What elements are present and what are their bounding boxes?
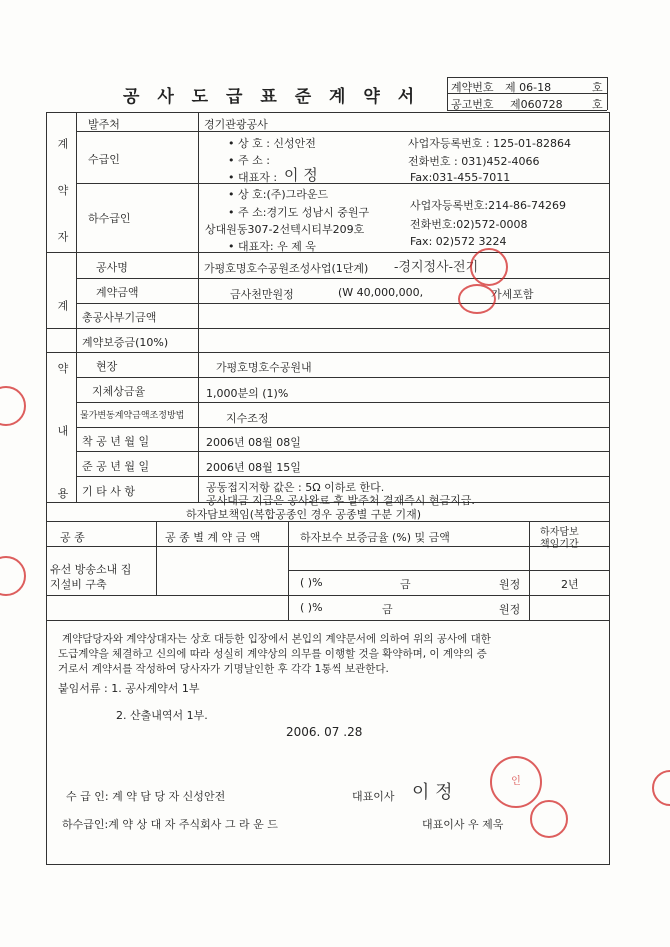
seal-stamp-icon (0, 556, 26, 596)
amount-vat: 가세포함 (491, 288, 534, 301)
notice-no-suffix: 호 (592, 98, 603, 111)
attachments-label: 붙임서류 : 1. 공사계약서 1부 (58, 682, 200, 695)
warranty-col-type: 공 종 (60, 531, 85, 544)
warranty-col-period-2: 책임기간 (540, 539, 579, 550)
start-date-value: 2006년 08월 08일 (206, 436, 301, 449)
site-label: 현장 (96, 360, 118, 373)
notice-no-value: 제060728 (510, 98, 563, 111)
seal-stamp-icon (530, 800, 568, 838)
subcontractor-signature-line: 하수급인:계 약 상 대 자 주식회사 그 라 운 드 (62, 818, 278, 831)
contractor-signature-rep: 대표이사 (352, 790, 395, 803)
subcontractor-biz-no: 사업자등록번호:214-86-74269 (410, 199, 567, 212)
adjust-label: 물가변동계약금액조정방법 (80, 411, 185, 421)
project-name-handwritten-note: -경지정사-전기 (394, 260, 479, 275)
subcontractor-address2: 상대원동307-2선텍시티부209호 (205, 223, 365, 236)
body-line-3: 거로서 계약서를 작성하여 당사자가 기명날인한 후 각각 1통씩 보관한다. (58, 663, 389, 675)
subcontractor-address1: • 주 소:경기도 성남시 중원구 (228, 206, 370, 219)
document-title: 공 사 도 급 표 준 계 약 서 (123, 87, 421, 107)
contract-no-value: 제 06-18 (505, 81, 552, 94)
delay-label: 지체상금율 (92, 385, 146, 398)
subcontractor-label: 하수급인 (88, 212, 131, 225)
warranty-row1-won: 원정 (499, 578, 521, 591)
parties-side-label: 계 약 자 (56, 138, 69, 258)
subcontractor-rep: • 대표자: 우 제 욱 (228, 240, 316, 253)
contractor-biz-no: 사업자등록번호 : 125-01-82864 (408, 137, 572, 150)
contractor-rep: • 대표자 : (228, 171, 278, 184)
warranty-row1-pct: ( )% (300, 576, 323, 589)
subcontractor-signature-rep: 대표이사 우 제욱 (422, 818, 504, 831)
warranty-row2-amount-label: 금 (382, 603, 393, 616)
adjust-value: 지수조정 (226, 412, 269, 425)
seal-stamp-icon (458, 284, 496, 314)
contractor-fax: Fax:031-455-7011 (410, 171, 511, 184)
project-name-label: 공사명 (96, 261, 128, 274)
warranty-heading: 하자담보책임(복합공종인 경우 공종별 구분 기재) (186, 508, 422, 521)
orderer-label: 발주처 (88, 118, 120, 131)
contractor-signature-handwritten: 이 정 (412, 782, 453, 803)
amount-label: 계약금액 (96, 286, 139, 299)
total-amount-label: 총공사부기금액 (82, 311, 157, 324)
warranty-type-1: 유선 방송소내 집 (50, 563, 132, 576)
seal-stamp-icon (470, 248, 508, 286)
start-date-label: 착 공 년 월 일 (82, 435, 150, 448)
body-line-2: 도급계약을 체결하고 신의에 따라 성실히 계약상의 의무를 이행할 것을 확약하며, 이 계약의 증 (58, 648, 487, 660)
seal-stamp-text: 인 (511, 776, 521, 787)
notice-no-label: 공고번호 (451, 98, 494, 111)
contract-no-label: 계약번호 (451, 81, 494, 94)
delay-value: 1,000분의 (1)% (206, 387, 289, 400)
amount-figure: (W 40,000,000, (338, 286, 424, 299)
subcontractor-phone: 전화번호:02)572-0008 (410, 218, 528, 231)
contract-no-suffix: 호 (592, 81, 603, 94)
etc-line-2: 공사대금 지급은 공사완료 후 발주처 결재즉시 현금지급. (206, 494, 475, 507)
end-date-label: 준 공 년 월 일 (82, 460, 150, 473)
contract-date: 2006. 07 .28 (286, 725, 363, 739)
warranty-type-2: 지설비 구축 (50, 578, 107, 591)
contractor-signature-line: 수 급 인: 계 약 담 당 자 신성안전 (66, 790, 226, 803)
contractor-rep-signature: 이 정 (284, 166, 318, 184)
seal-stamp-icon (652, 770, 670, 806)
attachments-item-2: 2. 산출내역서 1부. (116, 709, 208, 722)
site-value: 가평호명호수공원내 (216, 361, 312, 374)
content-side-label: 계 약 내 용 (56, 300, 69, 523)
warranty-row2-won: 원정 (499, 603, 521, 616)
warranty-col-amount: 공 종 별 계 약 금 액 (165, 531, 261, 544)
warranty-row1-amount-label: 금 (400, 578, 411, 591)
etc-label: 기 타 사 항 (82, 485, 135, 498)
guarantee-label: 계약보증금(10%) (82, 336, 169, 349)
contractor-label: 수급인 (88, 153, 120, 166)
seal-stamp-icon (0, 386, 26, 426)
warranty-col-period-1: 하자담보 (540, 527, 579, 538)
seal-stamp-icon (490, 756, 542, 808)
contractor-address: • 주 소 : (228, 154, 270, 167)
subcontractor-fax: Fax: 02)572 3224 (410, 235, 507, 248)
warranty-row2-pct: ( )% (300, 601, 323, 614)
orderer-value: 경기관광공사 (204, 118, 268, 131)
warranty-col-rate: 하자보수 보증금율 (%) 및 금액 (300, 531, 450, 544)
contractor-phone: 전화번호 : 031)452-4066 (408, 155, 540, 168)
etc-line-1: 공동접지저항 값은 : 5Ω 이하로 한다. (206, 481, 385, 494)
warranty-row1-period: 2년 (561, 578, 579, 591)
amount-value: 금사천만원정 (230, 288, 294, 301)
end-date-value: 2006년 08월 15일 (206, 461, 301, 474)
project-name-value: 가평호명호수공원조성사업(1단계) (204, 262, 369, 275)
subcontractor-company: • 상 호:(주)그라운드 (228, 188, 329, 201)
contractor-company: • 상 호 : 신성안전 (228, 137, 316, 150)
body-line-1: 계약담당자와 계약상대자는 상호 대등한 입장에서 본입의 계약문서에 의하여 위의 공사에 대한 (62, 633, 491, 645)
